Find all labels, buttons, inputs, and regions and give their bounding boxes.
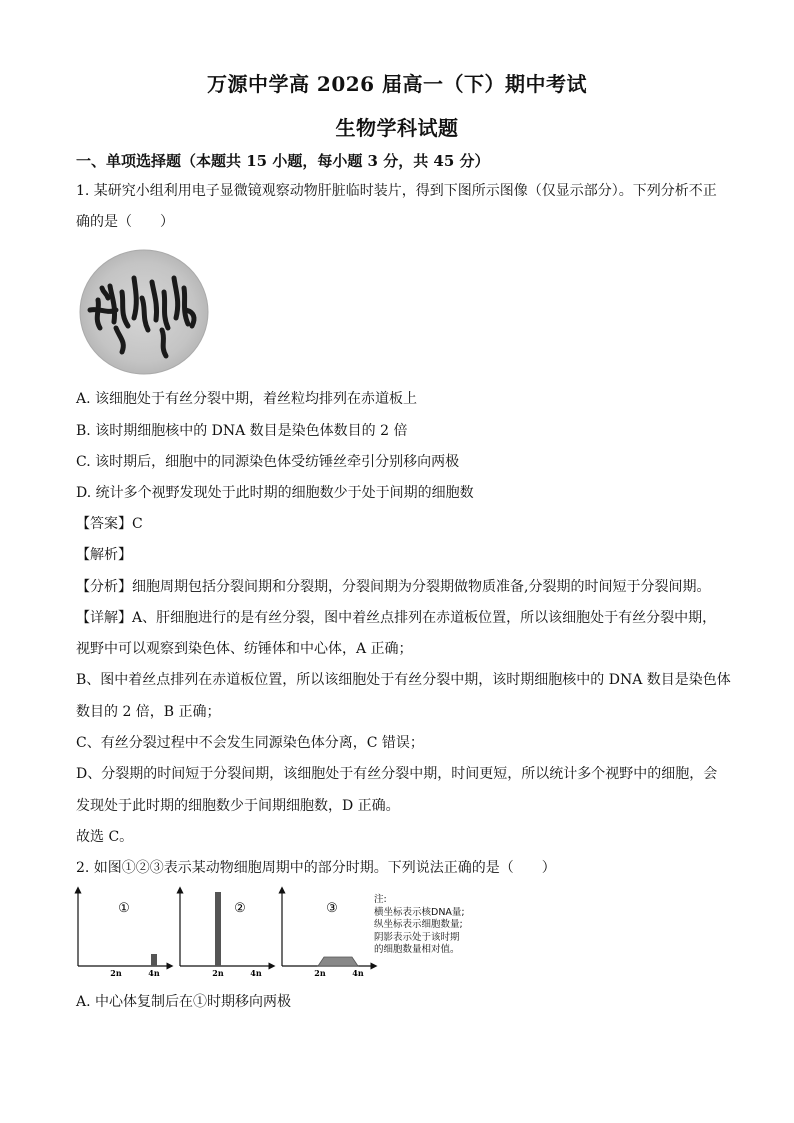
q1-option-d: D. 统计多个视野发现处于此时期的细胞数少于处于间期的细胞数 xyxy=(76,485,474,501)
diagram-3-label: ③ xyxy=(326,901,338,916)
diagram-1-label: ① xyxy=(118,901,130,916)
diagram-3-tick-4n: 4n xyxy=(352,968,364,978)
diagram-3 xyxy=(282,890,374,978)
q1-analysis-line: 【详解】A、肝细胞进行的是有丝分裂，图中着丝点排列在赤道板位置，所以该细胞处于有丝分裂中期， xyxy=(76,610,717,626)
diagram-2-tick-4n: 4n xyxy=(250,968,262,978)
note-line: 的细胞数量相对值。 xyxy=(374,944,460,955)
q1-analysis-line: 故选 C。 xyxy=(76,829,134,845)
note-line: 阴影表示处于该时期 xyxy=(374,931,460,943)
q1-option-a: A. 该细胞处于有丝分裂中期，着丝粒均排列在赤道板上 xyxy=(76,391,418,407)
note-line: 横坐标表示核DNA量; xyxy=(374,906,465,918)
q1-analysis-line: B、图中着丝点排列在赤道板位置，所以该细胞处于有丝分裂中期，该时期细胞核中的 DNA 数目是染色体 xyxy=(76,672,731,688)
q1-stem-line2: 确的是（ ） xyxy=(76,214,174,230)
q1-answer: 【答案】C xyxy=(76,516,143,532)
q2-stem: 2. 如图①②③表示某动物细胞周期中的部分时期。下列说法正确的是（ ） xyxy=(76,860,556,876)
diagram-2 xyxy=(180,890,272,978)
diagram-1-tick-2n: 2n xyxy=(110,968,122,978)
q1-analysis-line: 数目的 2 倍，B 正确； xyxy=(76,704,221,720)
q1-analysis-line: 视野中可以观察到染色体、纺锤体和中心体，A 正确； xyxy=(76,641,413,657)
q1-option-c: C. 该时期后，细胞中的同源染色体受纺锤丝牵引分别移向两极 xyxy=(76,454,460,470)
diagram-1-tick-4n: 4n xyxy=(148,968,160,978)
note-line: 注: xyxy=(374,894,387,905)
diagram-2-label: ② xyxy=(234,901,246,916)
q1-option-b: B. 该时期细胞核中的 DNA 数目是染色体数目的 2 倍 xyxy=(76,423,408,439)
diagram-1 xyxy=(78,890,170,978)
q2-diagram-notes xyxy=(374,894,465,957)
diagram-1-bar xyxy=(151,954,157,966)
diagram-3-shape xyxy=(318,957,358,966)
exam-title: 万源中学高 2026 届高一（下）期中考试 xyxy=(206,72,588,96)
subject-title: 生物学科试题 xyxy=(335,116,459,140)
diagram-2-bar xyxy=(215,892,221,966)
micrograph-image xyxy=(76,248,212,376)
q1-analysis-line: C、有丝分裂过程中不会发生同源染色体分离，C 错误； xyxy=(76,735,424,751)
q1-analysis-line: 【分析】细胞周期包括分裂间期和分裂期，分裂间期为分裂期做物质准备,分裂期的时间短于分裂间期。 xyxy=(76,579,711,595)
diagram-2-tick-2n: 2n xyxy=(212,968,224,978)
note-line: 纵坐标表示细胞数量; xyxy=(374,919,463,930)
q1-analysis-line: 发现处于此时期的细胞数少于间期细胞数，D 正确。 xyxy=(76,798,400,814)
section-heading: 一、单项选择题（本题共 15 小题，每小题 3 分，共 45 分） xyxy=(76,152,490,170)
diagram-3-tick-2n: 2n xyxy=(314,968,326,978)
q1-stem-line1: 1. 某研究小组利用电子显微镜观察动物肝脏临时装片，得到下图所示图像（仅显示部分）。下列分析不正 xyxy=(76,183,717,199)
q2-option-a: A. 中心体复制后在①时期移向两极 xyxy=(76,994,292,1010)
q1-analysis-title: 【解析】 xyxy=(76,547,132,563)
q1-analysis-line: D、分裂期的时间短于分裂间期，该细胞处于有丝分裂中期，时间更短，所以统计多个视野中的细胞，会 xyxy=(76,766,718,782)
